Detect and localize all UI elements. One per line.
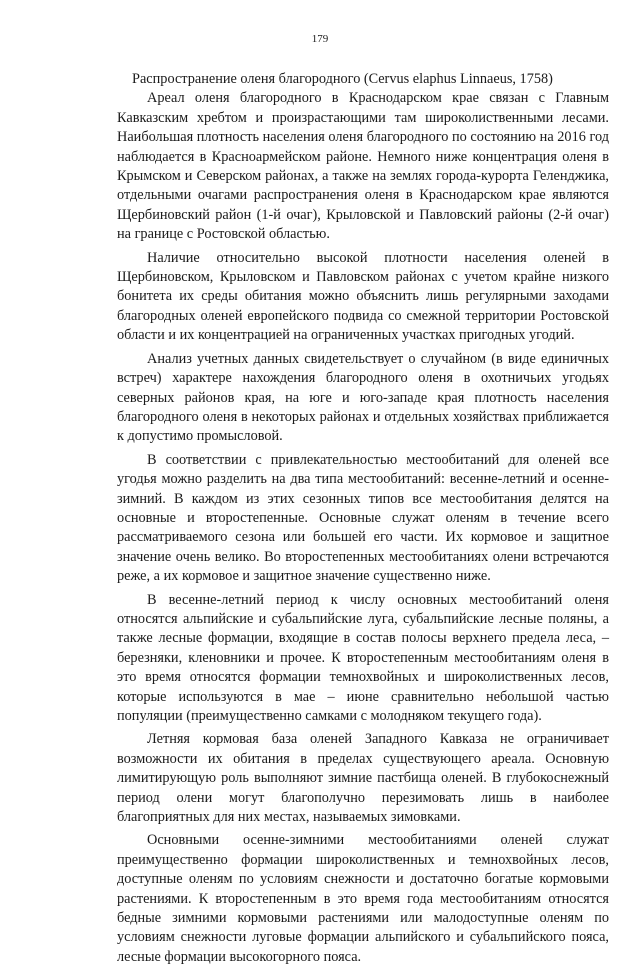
paragraph-2: Наличие относительно высокой плотности населения оленей в Щербиновском, Крыловском и Павловском районах с учетом крайне низкого бонитета их среды обитания можно объяснить лишь регулярными заходами благородных оленей европейского подвида со смежной территории Ростовской области и их концентрацией на ограниченных участках пригодных угодий. xyxy=(117,249,609,344)
page-number: 179 xyxy=(311,33,329,45)
paragraph-1: Ареал оленя благородного в Краснодарском крае связан с Главным Кавказским хребтом и произрастающими там широколиственными лесами. Наибольшая плотность населения оленя благородного по состоянию на 2016 год наблюдается в Красноармейском районе. Немного ниже концентрация оленя в Крымском и Северском районах, а также на землях города-курорта Геленджика, отдельными очагами распространения оленя в Краснодарском крае являются Щербиновский район (1-й очаг), Крыловской и Павловский районы (2-й очаг) на границе с Ростовской областью. xyxy=(117,90,609,243)
body-text xyxy=(117,70,609,967)
paragraph-5: В весенне-летний период к числу основных местообитаний оленя относятся альпийские и субальпийские луга, субальпийские лесные поляны, а также лесные формации, входящие в состав полосы верхнего предела леса, – березняки, кленовники и прочее. К второстепенным местообитаниям оленя в это время относятся формации темнохвойных и широколиственных лесов, которые используются в мае – июне сравнительно небольшой частью популяции (преимущественно самками с молодняком текущего года). xyxy=(117,591,609,724)
paragraph-4: В соответствии с привлекательностью местообитаний для оленей все угодья можно разделить на два типа местообитаний: весенне-летний и осенне-зимний. В каждом из этих сезонных типов все местообитания делятся на основные и второстепенные. Основные служат оленям в течение всего рассматриваемого сезона или большей его части. Их кормовое и защитное значение очень велико. Во второстепенных местообитаниях олени встречаются реже, а их кормовое и защитное значение существенно ниже. xyxy=(117,451,609,585)
paragraph-7: Основными осенне-зимними местообитаниями оленей служат преимущественно формации широколиственных и темнохвойных лесов, доступные оленям по условиям снежности и достаточно богатые кормовыми растениями. К второстепенным в это время года местообитаниям относятся бедные зимними кормовыми растениями или малодоступные оленям по условиям снежности луговые формации альпийского и субальпийского пояса, лесные формации высокогорного пояса. xyxy=(117,832,609,965)
paragraph-6: Летняя кормовая база оленей Западного Кавказа не ограничивает возможности их обитания в пределах существующего ареала. Основную лимитирующую роль выполняют зимние пастбища оленей. В глубокоснежный период олени могут благополучно перезимовать лишь в наиболее благоприятных для них местах, называемых зимовками. xyxy=(117,731,609,826)
paragraph-3: Анализ учетных данных свидетельствует о случайном (в виде единичных встреч) характере нахождения благородного оленя в охотничьих угодьях северных районов края, на юге и юго-западе края плотность населения благородного оленя в некоторых районах и отдельных хозяйствах приближается к допустимо промысловой. xyxy=(117,350,609,445)
section-heading: Распространение оленя благородного (Cervus elaphus Linnaeus, 1758) xyxy=(132,71,553,87)
